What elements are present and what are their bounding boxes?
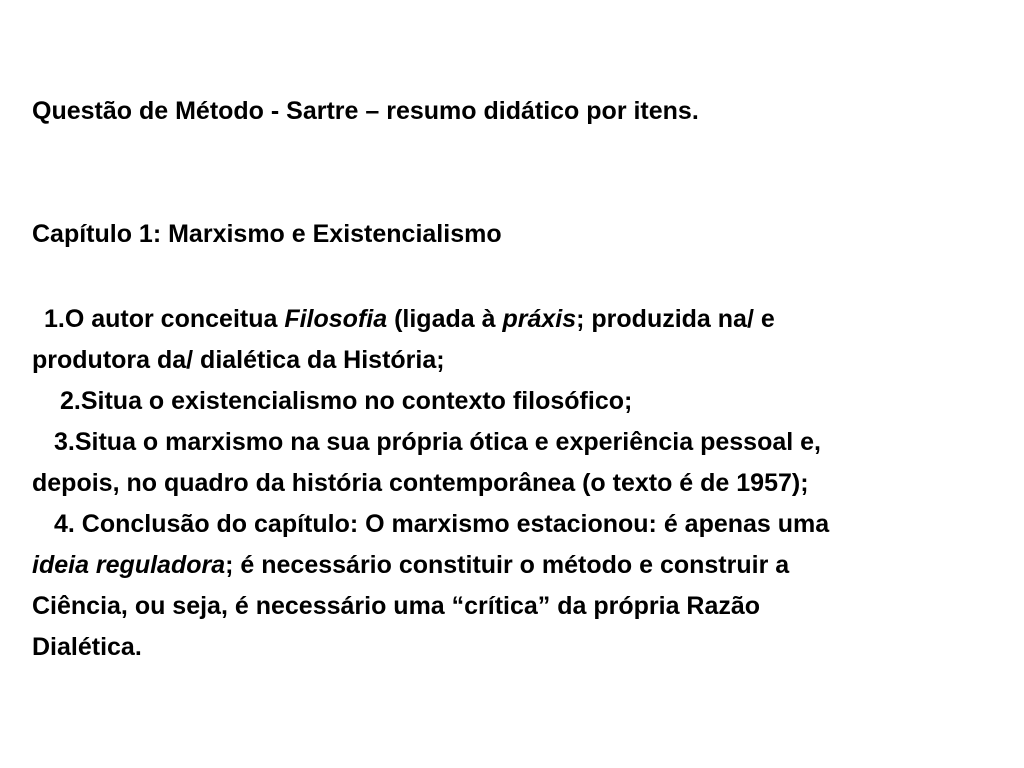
- slide-title: Questão de Método - Sartre – resumo didático por itens.: [32, 97, 699, 125]
- item-2-text: 2.Situa o existencialismo no contexto filosófico;: [60, 387, 633, 415]
- item-1-text-e: ; produzida na/ e: [576, 305, 775, 333]
- list-item-4-line-3: [32, 586, 992, 627]
- chapter-heading: Capítulo 1: Marxismo e Existencialismo: [32, 220, 502, 248]
- list-item-4-line-2: [32, 545, 992, 586]
- item-1-emphasis-filosofia: Filosofia: [284, 305, 388, 333]
- item-1-text-a: 1.O autor conceitua: [44, 305, 285, 333]
- item-3-text-a: 3.Situa o marxismo na sua própria ótica e experiência pessoal e,: [54, 428, 821, 456]
- list-item-3-line-1: [32, 422, 992, 463]
- item-3-text-b: depois, no quadro da história contemporânea (o texto é de 1957);: [32, 469, 809, 497]
- summary-list: [32, 299, 992, 668]
- list-item-4-line-4: [32, 627, 992, 668]
- item-4-emphasis-ideia-reguladora: ideia reguladora: [32, 551, 226, 579]
- item-4-text-e: Dialética.: [32, 633, 142, 661]
- list-item-1-line-1: [32, 299, 992, 340]
- item-1-emphasis-praxis: práxis: [502, 305, 577, 333]
- item-4-text-a: 4. Conclusão do capítulo: O marxismo estacionou: é apenas uma: [54, 510, 830, 538]
- list-item-2: [32, 381, 992, 422]
- list-item-1-line-2: [32, 340, 992, 381]
- item-4-text-c: ; é necessário constituir o método e construir a: [225, 551, 790, 579]
- list-item-4-line-1: [32, 504, 992, 545]
- list-item-3-line-2: [32, 463, 992, 504]
- item-1-text-f: produtora da/ dialética da História;: [32, 346, 445, 374]
- item-1-text-c: (ligada à: [387, 305, 503, 333]
- item-4-text-d: Ciência, ou seja, é necessário uma “crítica” da própria Razão: [32, 592, 761, 620]
